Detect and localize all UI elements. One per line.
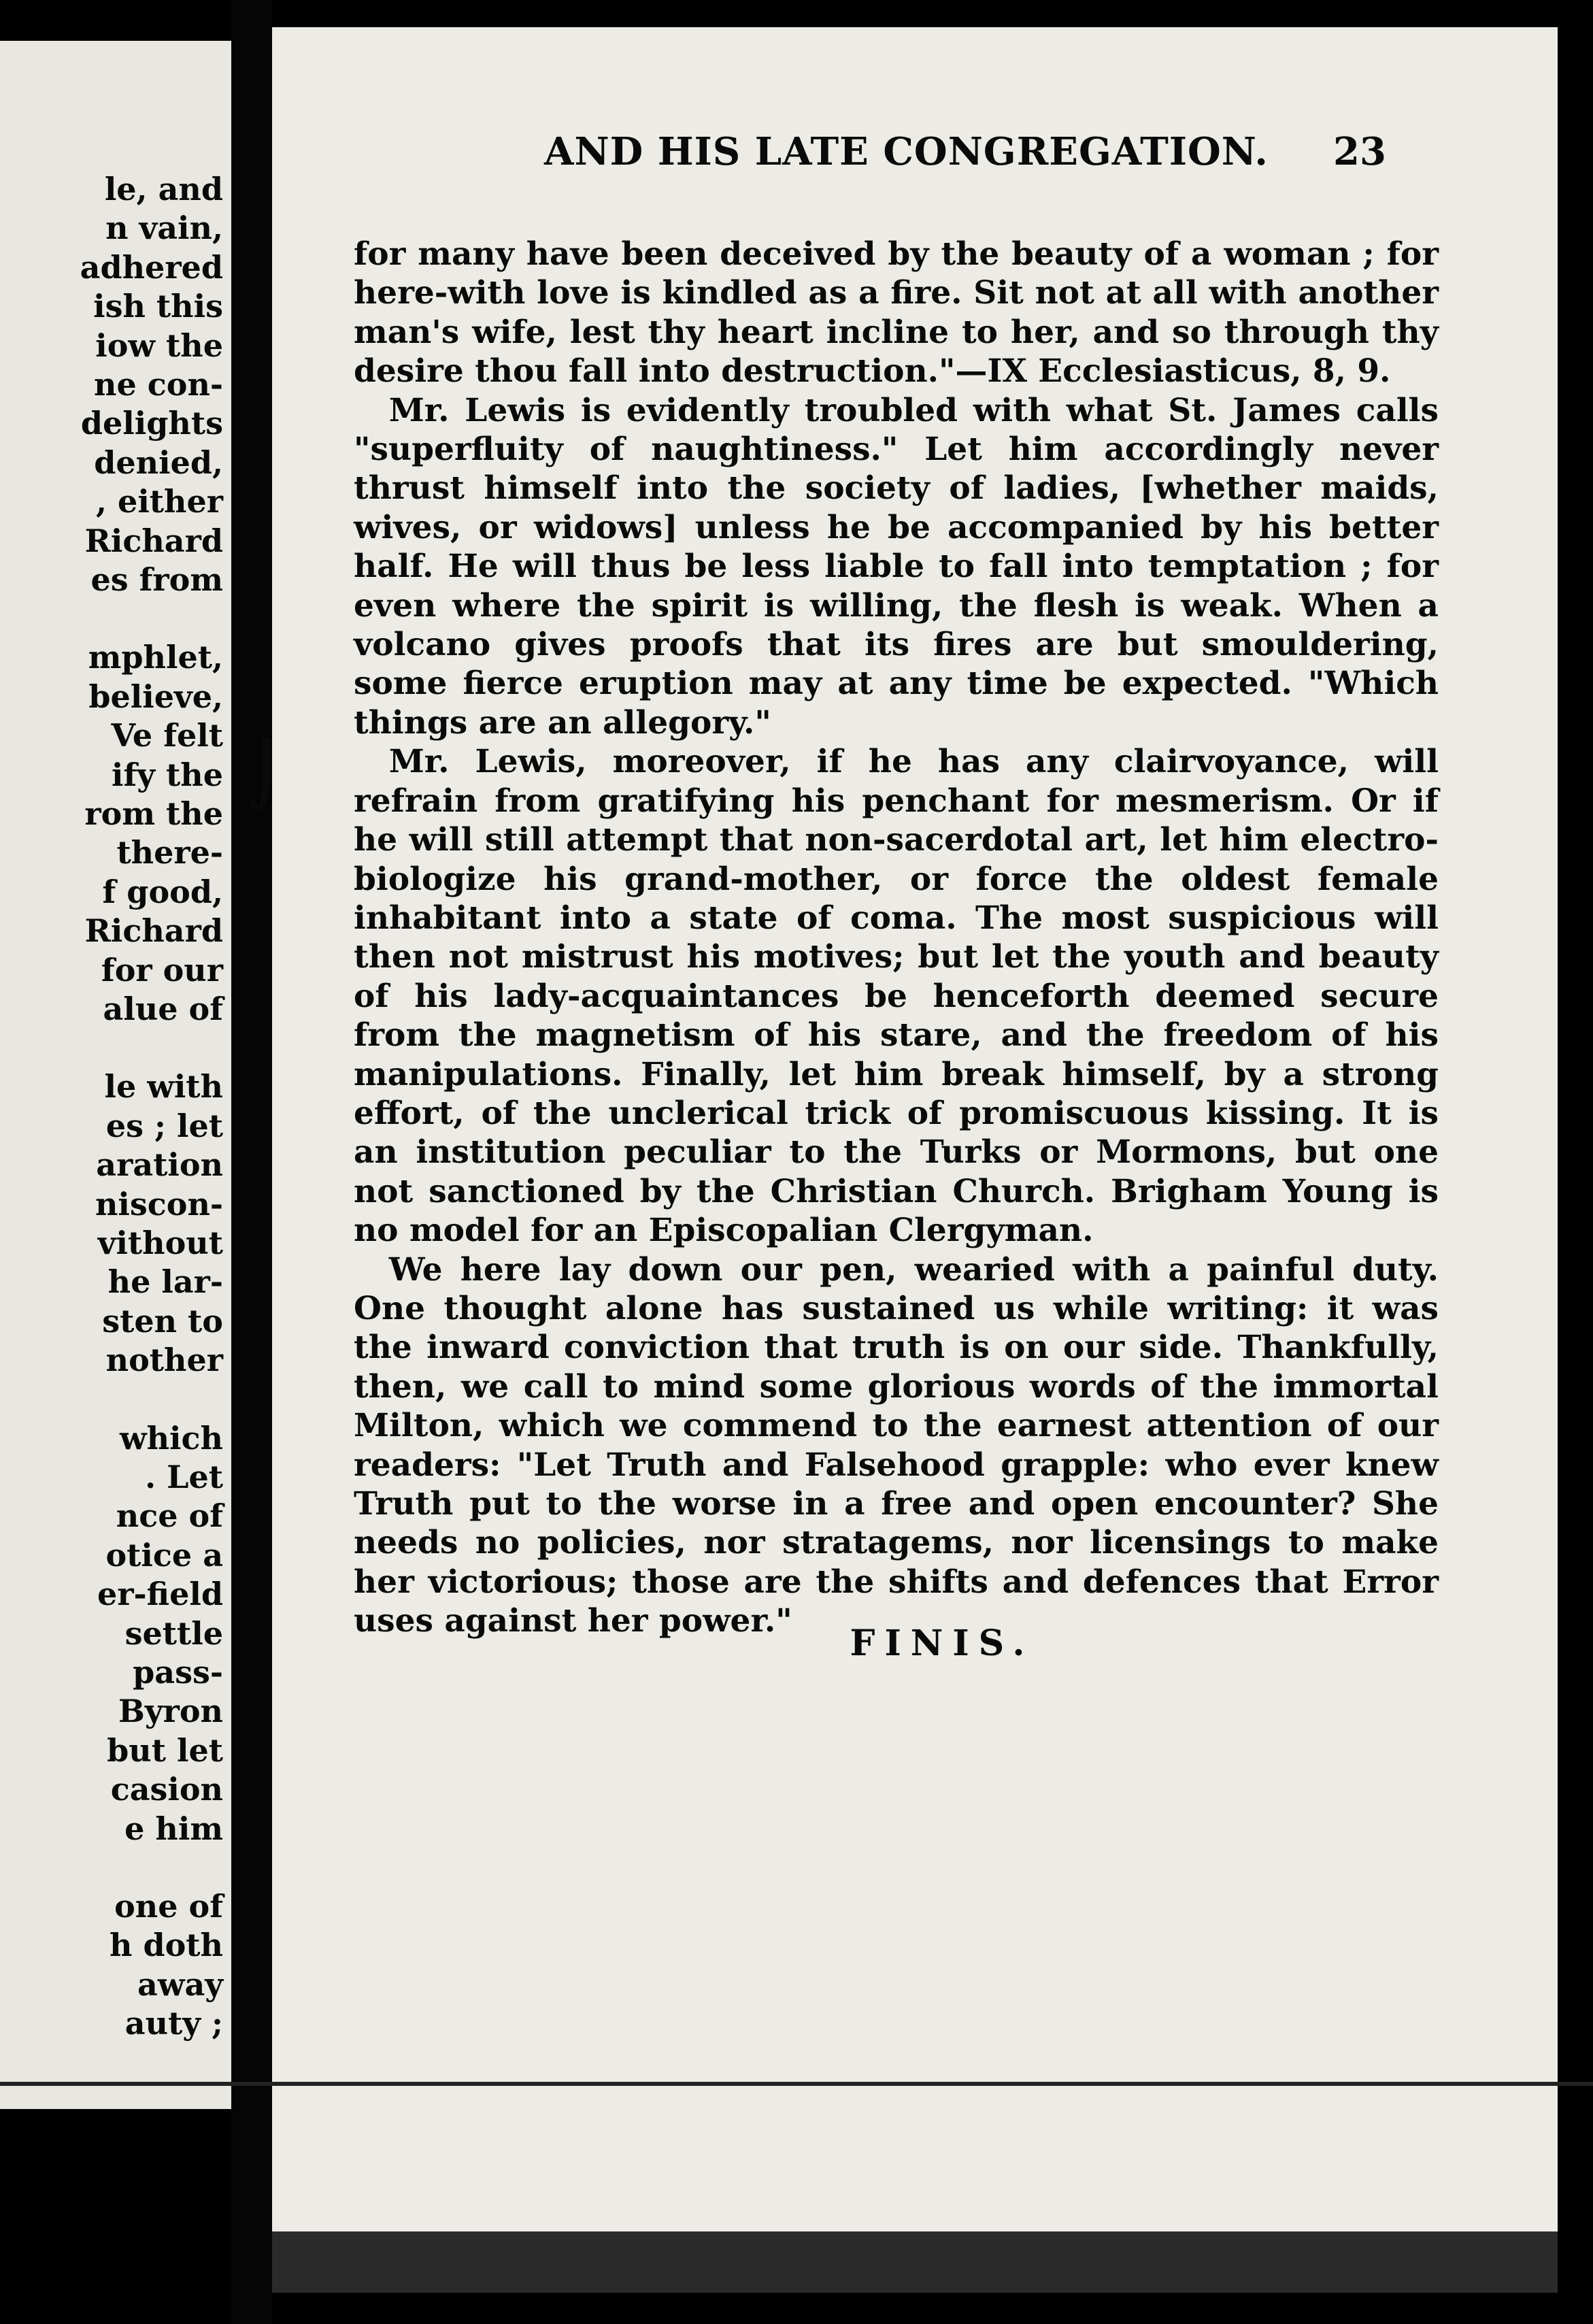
left-page-line: Richard bbox=[84, 522, 223, 559]
left-page-line: there- bbox=[116, 834, 223, 872]
paragraph-2: Mr. Lewis is evidently troubled with what St. James calls "superfluity of naughtiness." Let him accordingly never thrust himself into the society of ladies, [whether maids, wives, or widows] unless he be accompanied by his better half. He will thus be less liable to fall into temptation ; for even where the spirit is willing, the flesh is weak. When a volcano gives proofs that its fires are but smouldering, some fierce eruption may at any time be expected. "Which things are an allegory." bbox=[354, 391, 1439, 742]
left-page-line: es from bbox=[90, 561, 223, 598]
left-page-line: sten to bbox=[102, 1302, 223, 1340]
left-page-line: ify the bbox=[112, 756, 223, 793]
left-page-fragment bbox=[0, 41, 231, 2109]
left-page-line: aration bbox=[96, 1146, 223, 1184]
left-page-line: settle bbox=[124, 1614, 223, 1652]
paragraph-1: for many have been deceived by the beauty of a woman ; for here-with love is kindled as a fire. Sit not at all with another man's wife, lest thy heart incline to her, and so through thy desire thou fall into destruction."—IX Ecclesiasticus, 8, 9. bbox=[354, 235, 1439, 391]
left-page-line: le with bbox=[104, 1068, 223, 1106]
left-page-line: otice a bbox=[105, 1536, 223, 1574]
left-page-line: f good, bbox=[102, 873, 223, 910]
left-page-line: one of bbox=[114, 1888, 223, 1925]
left-page-line: denied, bbox=[94, 444, 223, 481]
left-page-line: nother bbox=[105, 1342, 223, 1379]
left-page-line: rom the bbox=[84, 795, 223, 832]
left-page-line: believe, bbox=[88, 678, 223, 715]
left-page-line: which bbox=[120, 1419, 223, 1457]
paragraph-4: We here lay down our pen, wearied with a painful duty. One thought alone has sustained us while writing: it was the inward conviction that truth is on our side. Thankfully, then, we call to mind some glorious words of the immortal Milton, which we commend to the earnest attention of our readers: "Let Truth and Falsehood grapple: who ever knew Truth put to the worse in a free and open encounter? She needs no policies, nor stratagems, nor licensings to make her victorious; those are the shifts and defences that Error uses against her power." bbox=[354, 1250, 1439, 1640]
running-head: AND HIS LATE CONGREGATION. bbox=[544, 129, 1269, 174]
left-page-line: mphlet, bbox=[88, 639, 223, 676]
left-page-line: away bbox=[137, 1965, 223, 2003]
left-page-line: h doth bbox=[110, 1927, 223, 1964]
left-page-line: alue of bbox=[103, 991, 223, 1027]
left-page-line: niscon- bbox=[95, 1185, 223, 1223]
left-page-line: auty ; bbox=[124, 2005, 223, 2042]
left-page-line: adhered bbox=[80, 248, 223, 286]
left-page-line: ish this bbox=[93, 288, 223, 325]
margin-mark-icon: ⌡ bbox=[248, 738, 284, 810]
left-page-line: for our bbox=[101, 951, 223, 989]
left-page-line: Ve felt bbox=[111, 717, 223, 754]
left-page-line: . Let bbox=[145, 1459, 223, 1495]
left-page-line: e him bbox=[124, 1810, 223, 1847]
left-page-line: pass- bbox=[133, 1654, 223, 1691]
bottom-scan-band bbox=[272, 2231, 1558, 2293]
left-page-line: le, and bbox=[104, 171, 223, 208]
left-page-line: but let bbox=[107, 1731, 223, 1769]
left-page-line: he lar- bbox=[107, 1263, 223, 1301]
left-page-line: Richard bbox=[84, 912, 223, 950]
book-gutter bbox=[231, 0, 272, 2324]
left-page-line: , either bbox=[96, 483, 223, 520]
left-page-line: n vain, bbox=[105, 210, 223, 247]
body-text bbox=[354, 235, 1439, 1641]
left-page-line: iow the bbox=[95, 327, 223, 364]
right-page bbox=[272, 27, 1558, 2293]
left-page-line: er-field bbox=[97, 1576, 223, 1613]
paragraph-3: Mr. Lewis, moreover, if he has any clairvoyance, will refrain from gratifying his penchant for mesmerism. Or if he will still attempt that non-sacerdotal art, let him electro-biologize his grand-mother, or force the oldest female inhabitant into a state of coma. The most suspicious will then not mistrust his motives; but let the youth and beauty of his lady-acquaintances be henceforth deemed secure from the magnetism of his stare, and the freedom of his manipulations. Finally, let him break himself, by a strong effort, of the unclerical trick of promiscuous kissing. It is an institution peculiar to the Turks or Mormons, but one not sanctioned by the Christian Church. Brigham Young is no model for an Episcopalian Clergyman. bbox=[354, 743, 1439, 1250]
page-number: 23 bbox=[1333, 129, 1386, 174]
left-page-line: Byron bbox=[118, 1693, 223, 1730]
left-page-line: ne con- bbox=[94, 366, 223, 403]
left-page-line: es ; let bbox=[105, 1107, 223, 1144]
finis-closing: FINIS. bbox=[850, 1623, 1035, 1664]
left-page-line: casion bbox=[110, 1771, 223, 1808]
footer-rule bbox=[0, 2082, 1593, 2086]
left-page-line: delights bbox=[80, 405, 223, 442]
left-page-line: vithout bbox=[97, 1225, 223, 1261]
left-page-line: nce of bbox=[116, 1497, 223, 1535]
